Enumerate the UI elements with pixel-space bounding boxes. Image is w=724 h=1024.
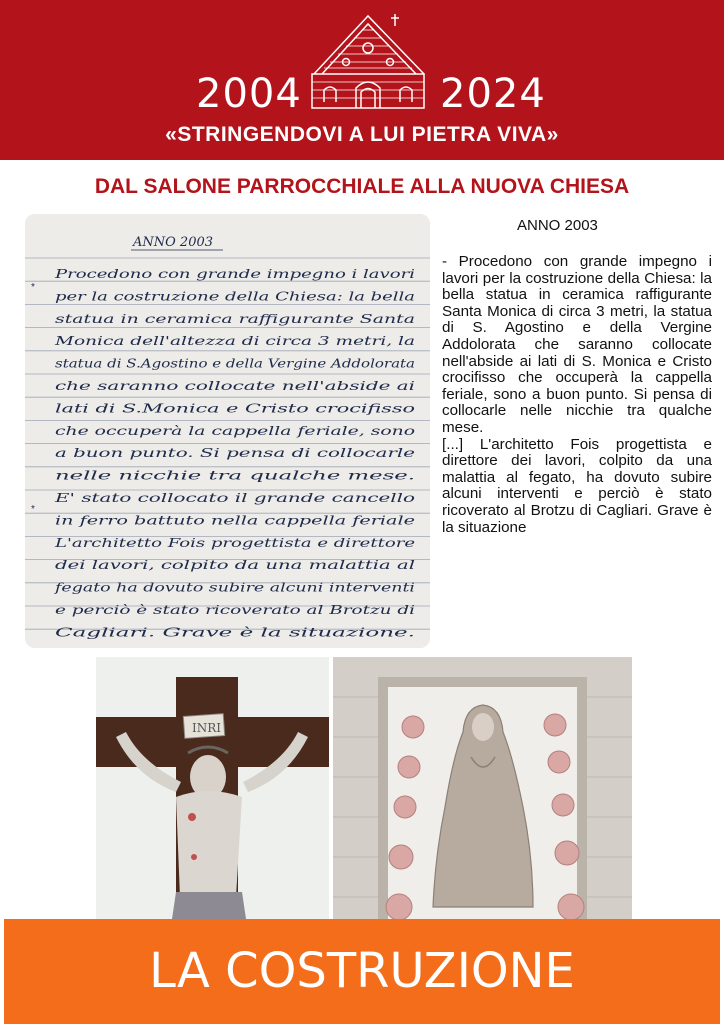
- niche-image: [333, 657, 632, 919]
- notebook-line: e perciò è stato ricoverato al Brotzu di: [55, 603, 416, 617]
- article-paragraph: [...] L'architetto Fois progettista e direttore dei lavori, colpito da una malattia al fegato, ha dovuto subire alcuni interventi e perciò è stato ricoverato al Brotzu di Cagliari. Grave è la situazione: [442, 435, 712, 536]
- notebook-page: [25, 214, 430, 648]
- notebook-line: in ferro battuto nella cappella feriale: [55, 513, 415, 528]
- notebook-line: a buon punto. Si pensa di collocarle: [55, 446, 415, 461]
- footer-title: LA COSTRUZIONE: [149, 943, 575, 999]
- notebook-line: Cagliari. Grave è la situazione.: [55, 625, 415, 640]
- header-banner: [0, 0, 724, 160]
- notebook-title: ANNO 2003: [133, 235, 214, 250]
- year-label: ANNO 2003: [517, 217, 598, 234]
- article-body: [442, 254, 712, 536]
- notebook-line: fegato ha dovuto subire alcuni interventi: [53, 580, 416, 595]
- notebook-line: Procedono con grande impegno i lavori: [53, 267, 416, 281]
- footer-banner: [4, 919, 720, 1024]
- year-end: 2024: [440, 71, 546, 117]
- article-paragraph: - Procedono con grande impegno i lavori per la costruzione della Chiesa: la bella statua in ceramica raffigurante Santa Monica di circa 3 metri, la statua di S. Agostino e della Vergine Addolorata che saranno collocate nell'abside ai lati di S. Monica e Cristo crocifisso che occuperà la cappella feriale, sono a buon punto. Si pensa di collocarle nelle nicchie tra qualche mese.: [442, 253, 712, 436]
- notebook-line: E' stato collocato il grande cancello: [53, 491, 416, 505]
- notebook-line: dei lavori, colpito da una malattia al: [55, 558, 416, 573]
- notebook-line: statua di S.Agostino e della Vergine Addolorata: [55, 356, 415, 371]
- notebook-line: lati di S.Monica e Cristo crocifisso: [55, 401, 415, 416]
- notebook-line: per la costruzione della Chiesa: la bella: [55, 289, 415, 304]
- section-title: DAL SALONE PARROCCHIALE ALLA NUOVA CHIESA: [94, 175, 630, 198]
- notebook-photo: [25, 214, 430, 648]
- crucifix-image: [96, 657, 329, 919]
- svg-text:*: *: [31, 282, 35, 293]
- motto: «STRINGENDOVI A LUI PIETRA VIVA»: [165, 123, 559, 146]
- church-logo-icon: [300, 10, 436, 112]
- notebook-line: nelle nicchie tra qualche mese.: [55, 468, 415, 483]
- notebook-line: Monica dell'altezza di circa 3 metri, la: [53, 334, 416, 349]
- svg-text:*: *: [31, 504, 35, 515]
- inri-plaque: INRI: [192, 721, 222, 735]
- notebook-line: che occuperà la cappella feriale, sono: [55, 423, 415, 438]
- notebook-line: L'architetto Fois progettista e direttore: [53, 535, 416, 550]
- niche-photo: [333, 657, 632, 919]
- notebook-line: statua in ceramica raffigurante Santa: [55, 311, 415, 326]
- notebook-line: che saranno collocate nell'abside ai: [55, 379, 416, 393]
- crucifix-photo: [96, 657, 329, 919]
- year-start: 2004: [196, 71, 302, 117]
